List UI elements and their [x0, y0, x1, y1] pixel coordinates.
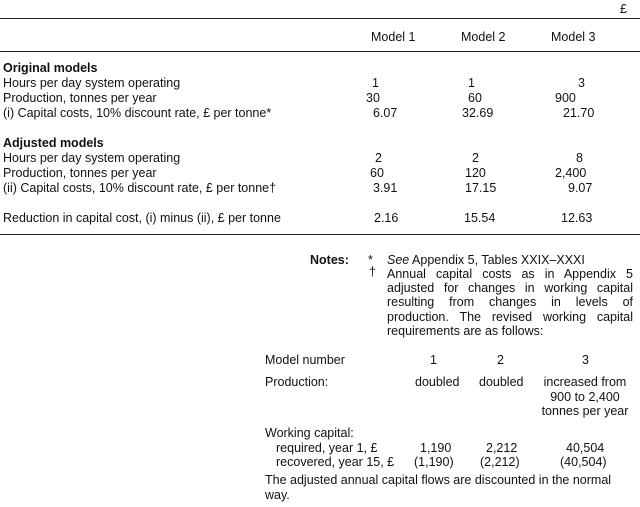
- required-value: 2,212: [486, 441, 518, 455]
- row-label: Production, tonnes per year: [3, 91, 157, 105]
- section-title-adjusted: Adjusted models: [3, 136, 104, 150]
- note-2: Annual capital costs as in Appendix 5 adjusted for changes in working capital resulting from changes in levels of production. The revised working capital requirements are as follows:: [387, 267, 633, 338]
- table-cell: 3.91: [373, 181, 398, 195]
- row-label: Hours per day system operating: [3, 151, 181, 165]
- footer-note: The adjusted annual capital flows are discounted in the normal way.: [265, 473, 612, 502]
- table-cell: 8: [576, 151, 583, 165]
- table-cell: 9.07: [568, 181, 593, 195]
- table-cell: 2: [375, 151, 382, 165]
- required-label: required, year 1, £: [276, 441, 378, 455]
- table-cell: 21.70: [563, 106, 595, 120]
- header-rule: [0, 51, 640, 52]
- model-number: 1: [430, 353, 437, 367]
- table-cell: 120: [465, 166, 486, 180]
- required-value: 40,504: [566, 441, 605, 455]
- working-capital-label: Working capital:: [265, 426, 354, 440]
- note-1-text: Appendix 5, Tables XXIX–XXXI: [412, 253, 585, 267]
- row-label: (i) Capital costs, 10% discount rate, £ per tonne*: [3, 106, 272, 120]
- top-rule: [0, 18, 640, 19]
- note-1: [387, 253, 585, 267]
- model-number: 3: [582, 353, 589, 367]
- table-cell: 12.63: [561, 211, 593, 225]
- table-cell: 60: [370, 166, 384, 180]
- table-cell: 2.16: [374, 211, 399, 225]
- row-label: Production, tonnes per year: [3, 166, 157, 180]
- table-cell: 2: [472, 151, 479, 165]
- column-header-model-1: Model 1: [371, 30, 416, 44]
- recovered-value: (1,190): [414, 455, 454, 469]
- table-cell: 1: [468, 76, 475, 90]
- model-number-label: Model number: [265, 353, 345, 367]
- production-value: doubled: [479, 375, 524, 389]
- notes-label: Notes:: [310, 253, 349, 267]
- reduction-label: Reduction in capital cost, (i) minus (ii), £ per tonne: [3, 211, 281, 225]
- table-cell: 32.69: [462, 106, 494, 120]
- table-cell: 2,400: [555, 166, 587, 180]
- table-cell: 60: [468, 91, 482, 105]
- section-title-original: Original models: [3, 61, 98, 75]
- table-cell: 900: [555, 91, 576, 105]
- production-label: Production:: [265, 375, 329, 389]
- column-header-model-2: Model 2: [461, 30, 506, 44]
- currency-symbol: £: [620, 2, 627, 16]
- note-1-italic: See: [387, 253, 410, 267]
- recovered-label: recovered, year 15, £: [276, 455, 395, 469]
- production-value: increased from 900 to 2,400 tonnes per year: [541, 375, 629, 418]
- row-label: Hours per day system operating: [3, 76, 181, 90]
- table-cell: 17.15: [465, 181, 497, 195]
- production-value: doubled: [415, 375, 460, 389]
- row-label: (ii) Capital costs, 10% discount rate, £ per tonne†: [3, 181, 277, 195]
- table-cell: 3: [578, 76, 585, 90]
- table-cell: 15.54: [464, 211, 496, 225]
- table-cell: 1: [372, 76, 379, 90]
- recovered-value: (2,212): [480, 455, 520, 469]
- required-value: 1,190: [420, 441, 452, 455]
- column-header-model-3: Model 3: [551, 30, 596, 44]
- note-marker-asterisk: *: [368, 253, 373, 267]
- bottom-rule: [0, 234, 640, 235]
- note-marker-dagger: †: [369, 265, 376, 279]
- table-cell: 30: [366, 91, 380, 105]
- recovered-value: (40,504): [560, 455, 607, 469]
- model-number: 2: [497, 353, 504, 367]
- table-cell: 6.07: [373, 106, 398, 120]
